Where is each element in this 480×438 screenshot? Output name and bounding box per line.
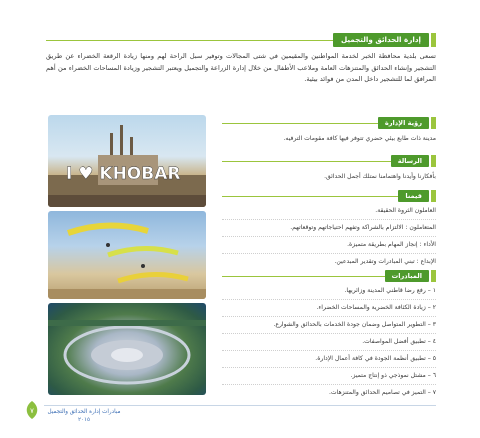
intro-paragraph: تسعى بلدية محافظة الخبر لخدمة المواطنين والمقيمين في شتى المجالات وتوفير سبل الراحة لهم ومنها زيادة الرقعة الخضراء عن طريق التشجير وإنشاء الحدائق والمتنزهات العامة وملاعب الأطفال من خلال إدارة الزراعة والتجميل ويعتبر التشجير وزيادة المساحات الخضراء من أهم المرافق لما للتشجير داخل المدن من فوائد بيئية. xyxy=(46,52,436,83)
initiative-item: ٧ – التميز في تصاميم الحدائق والمتنزهات. xyxy=(328,389,436,396)
values-item: الأداء : إنجاز المهام بطريقة متميزة. xyxy=(222,237,436,254)
page-title: إدارة الحدائق والتجميل xyxy=(333,33,429,47)
initiative-item: ٥ – تطبيق أنظمة الجودة في كافة أعمال الإدارة. xyxy=(222,351,436,368)
section-header-values xyxy=(222,190,436,202)
initiative-item: ٢ – زيادة الكثافة الخضرية والمساحات الخضراء. xyxy=(222,300,436,317)
khobar-sign-text: I ♥ KHOBAR xyxy=(66,164,181,184)
section-header-vision xyxy=(222,117,436,129)
values-item: المتعاملون : الالتزام بالشراكة وتفهم احتياجاتهم وتوقعاتهم. xyxy=(222,220,436,237)
page-number-leaf-icon xyxy=(24,400,40,420)
initiative-item: ٣ – التطوير المتواصل وضمان جودة الخدمات بالحدائق والشوارع. xyxy=(222,317,436,334)
initiatives-list xyxy=(222,283,436,401)
header-accent-square xyxy=(431,270,436,282)
vision-block xyxy=(222,131,436,147)
initiative-item: ٦ – مشتل نموذجي ذو إنتاج متميز. xyxy=(222,368,436,385)
section-header-mission xyxy=(222,155,436,167)
header-rule xyxy=(222,123,378,124)
vision-heading: رؤية الإدارة xyxy=(378,117,429,129)
footer-caption xyxy=(44,408,124,424)
aerial-park-illustration xyxy=(48,303,206,395)
initiative-item: ١ – رفع رضا قاطني المدينة وزائريها. xyxy=(222,283,436,300)
header-rule xyxy=(222,196,398,197)
initiatives-heading: المبادرات xyxy=(385,270,429,282)
initiative-item: ٤ – تطبيق أفضل المواصفات. xyxy=(222,334,436,351)
mission-heading: الرسالة xyxy=(391,155,429,167)
values-item: العاملون الثروة الحقيقة. xyxy=(222,203,436,220)
aerial-park-photo xyxy=(48,303,206,395)
header-accent-square xyxy=(431,190,436,202)
footer-rule xyxy=(44,405,436,406)
section-header-initiatives xyxy=(222,270,436,282)
vision-text: مدينة ذات طابع بيئي حضري تتوفر فيها كافة مقومات الترفيه. xyxy=(283,135,436,142)
values-heading: قيمنا xyxy=(398,190,429,202)
values-item: الإبداع : تبني المبادرات وتقدير المبدعين. xyxy=(334,258,436,265)
header-accent-square xyxy=(431,33,436,47)
paragliders-illustration xyxy=(48,211,206,299)
header-rule xyxy=(222,276,385,277)
header-rule xyxy=(46,40,333,41)
mission-block xyxy=(222,169,436,185)
footer-year: ٢٠١٥ xyxy=(77,417,91,423)
header-rule xyxy=(222,161,391,162)
header-accent-square xyxy=(431,155,436,167)
khobar-sign-photo xyxy=(48,115,206,207)
mission-text: بأفكارنا وأيدنا واهتمامنا نمتلك أجمل الحدائق. xyxy=(324,173,436,180)
header-accent-square xyxy=(431,117,436,129)
page-number: ٧ xyxy=(30,407,34,415)
paragliding-photo xyxy=(48,211,206,299)
photo-collage xyxy=(48,115,206,395)
values-list xyxy=(222,203,436,270)
khobar-sign-illustration xyxy=(48,115,206,207)
section-header-parks xyxy=(46,33,436,47)
footer-title: مبادرات إدارة الحدائق والتجميل xyxy=(47,409,121,415)
